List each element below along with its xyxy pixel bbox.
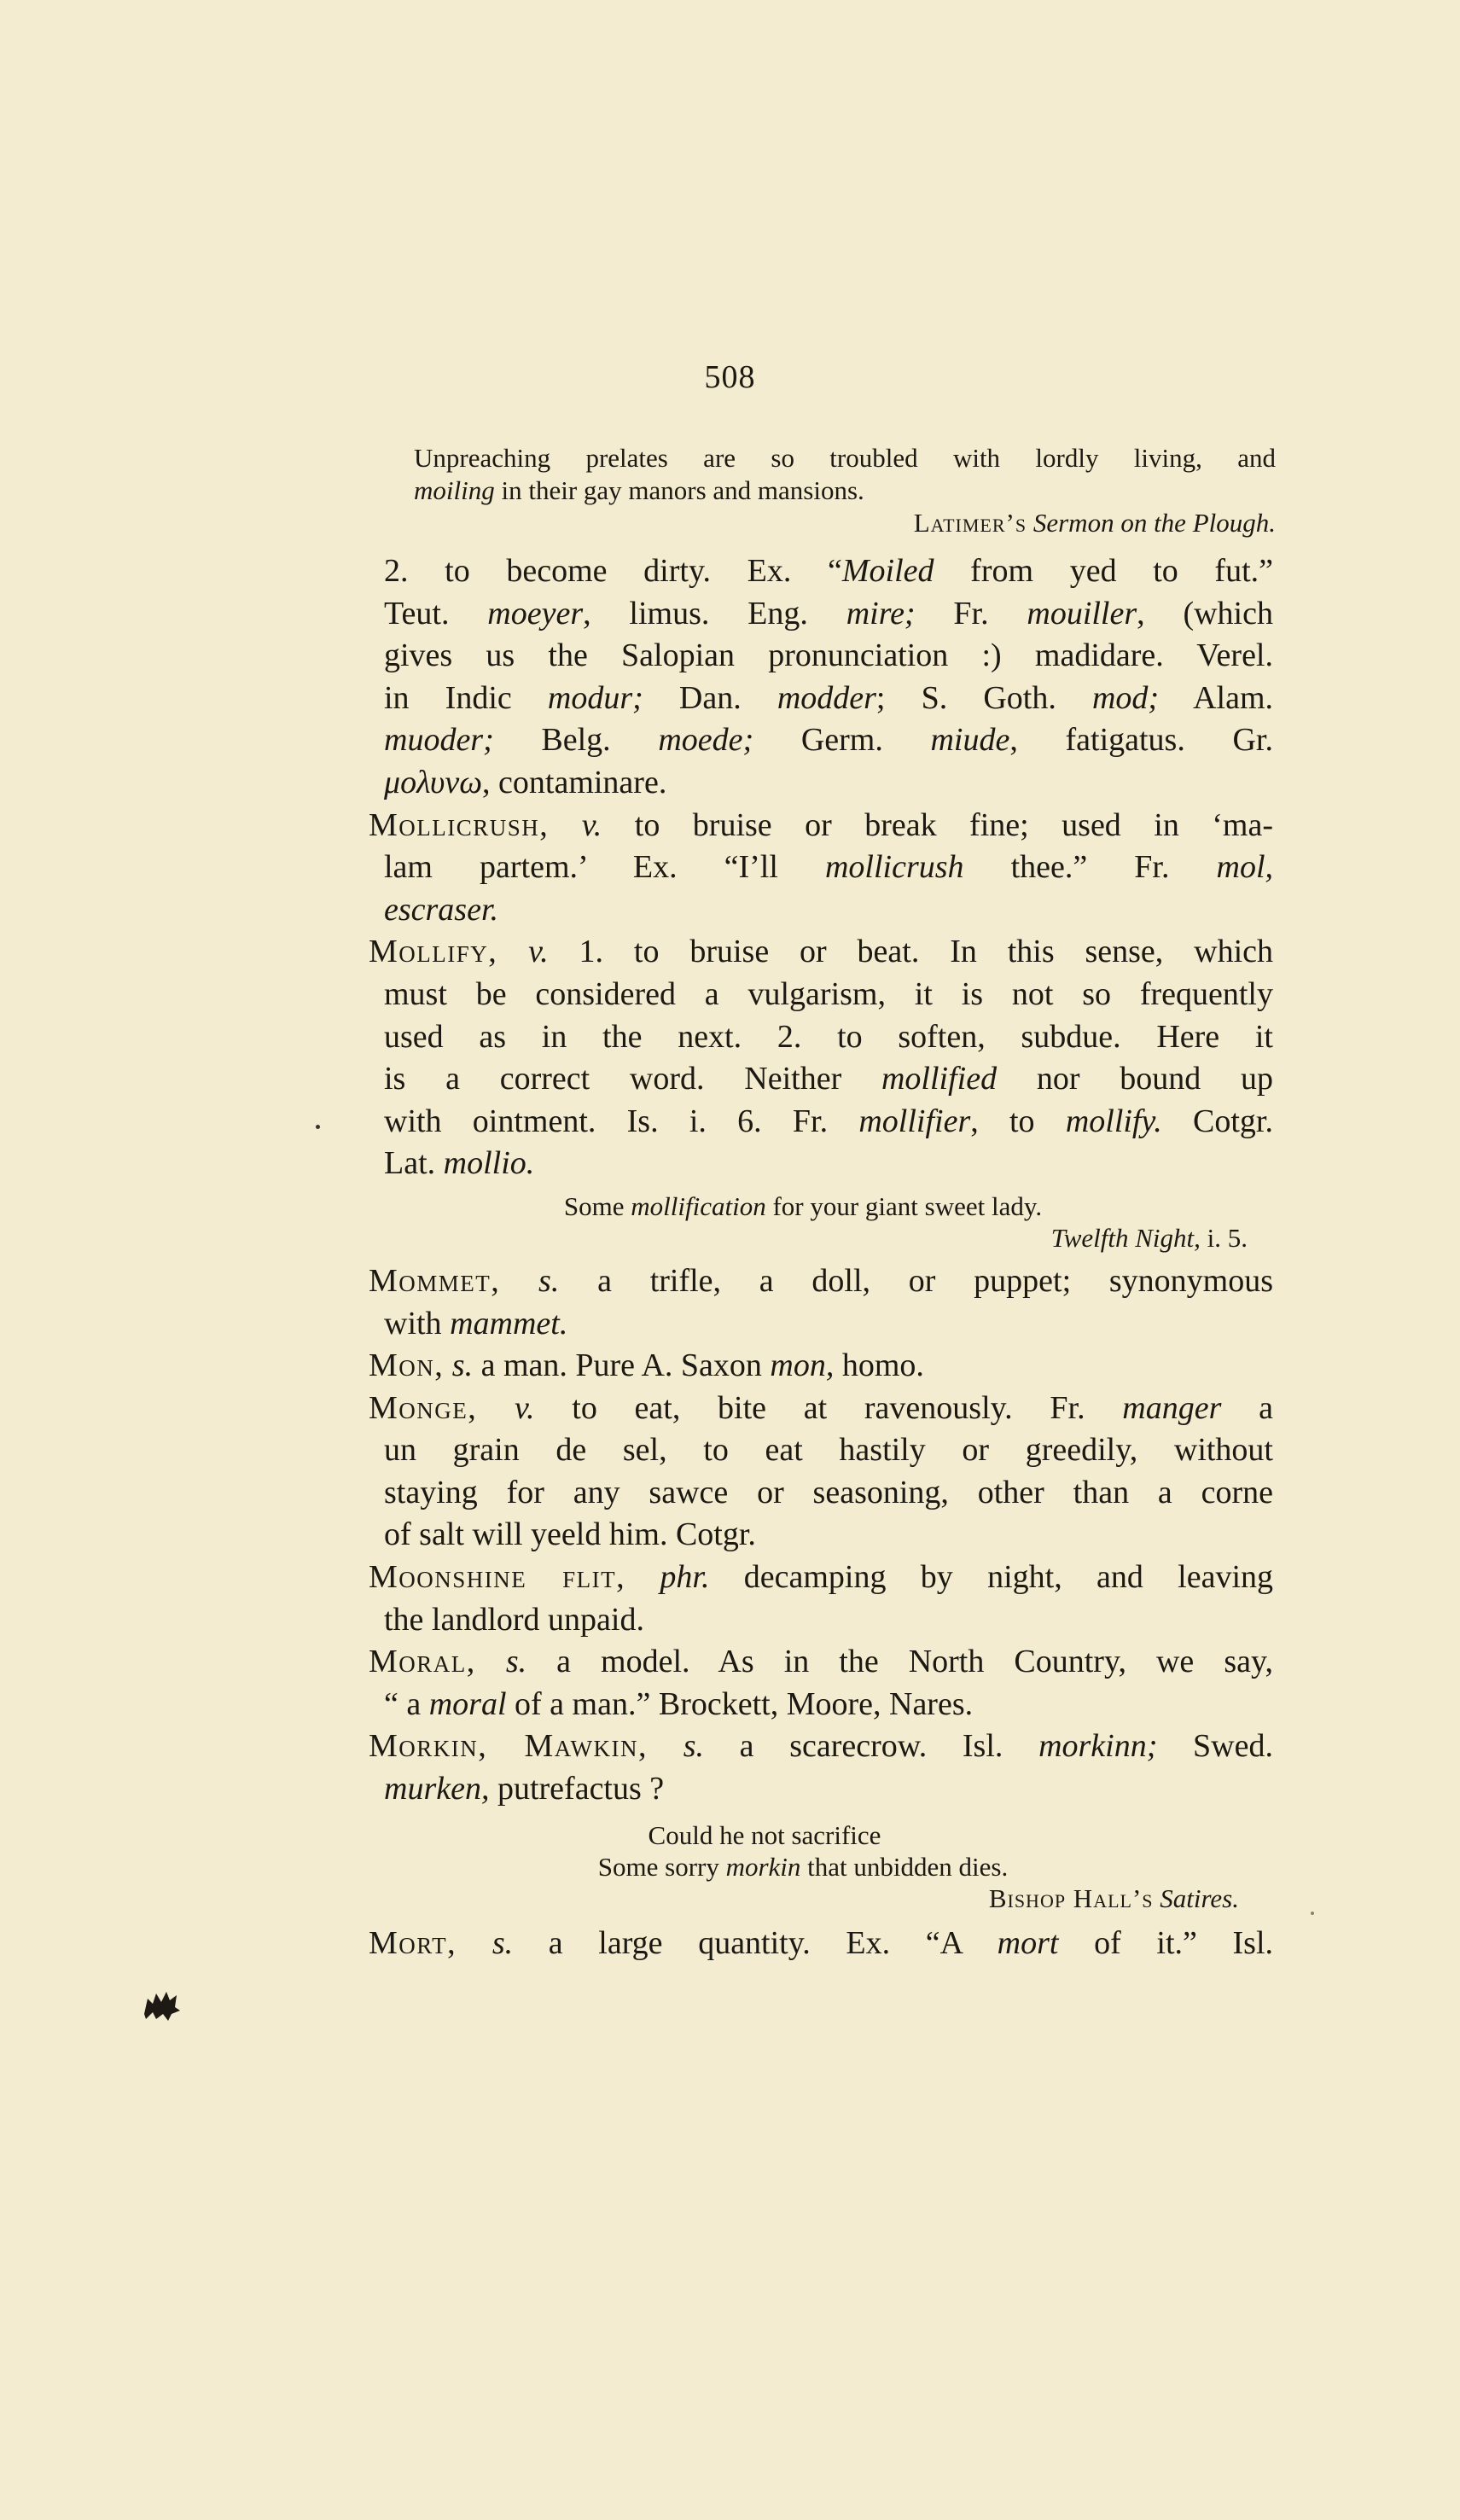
entry-mollicrush — [369, 805, 1273, 932]
entry-moil-continued — [384, 550, 1273, 805]
entry-line: Teut. moeyer, limus. Eng. mire; Fr. mouiller, (which — [384, 595, 1273, 631]
margin-dot — [316, 1125, 320, 1129]
entry-line: lam partem.’ Ex. “I’ll mollicrush thee.” Fr. mol, — [384, 849, 1273, 886]
entry-line: is a correct word. Neither mollified nor bound up — [384, 1061, 1274, 1097]
entry-line: Lat. mollio. — [384, 1145, 535, 1182]
quote-line: Some mollification for your giant sweet lady. — [563, 1190, 1043, 1221]
margin-dot — [1311, 1912, 1314, 1915]
entry-line: Mollify, v. 1. to bruise or beat. In this sense, which — [369, 934, 1273, 970]
quote-line: Some sorry morkin that unbidden dies. — [597, 1851, 1009, 1882]
entry-line: Mollicrush, v. to bruise or break fine; used in ‘ma- — [369, 806, 1274, 843]
headword: Moral, — [369, 1644, 476, 1680]
entry-line: gives us the Salopian pronunciation :) madidare. Verel. — [384, 637, 1273, 674]
part-of-speech: s. — [505, 1644, 527, 1680]
quote-line: Could he not sacrifice — [648, 1819, 881, 1850]
entry-line: muoder; Belg. moede; Germ. miude, fatigatus. Gr. — [384, 722, 1273, 759]
entry-moonshine-flit — [369, 1557, 1273, 1641]
headword: Mollicrush, — [369, 806, 550, 843]
entry-line: staying for any sawce or seasoning, other than a corne — [384, 1474, 1273, 1510]
entry-line: the landlord unpaid. — [384, 1601, 644, 1638]
entry-moral — [369, 1641, 1273, 1726]
entry-line: Mommet, s. a trifle, a doll, or puppet; synonymous — [369, 1262, 1274, 1299]
entry-line: Moonshine flit, phr. decamping by night, and leaving — [369, 1559, 1274, 1596]
quote-line: Unpreaching prelates are so troubled with lordly living, and — [414, 443, 1276, 473]
headword: Moonshine flit, — [369, 1559, 626, 1596]
entry-mollify — [369, 931, 1273, 1185]
quote-attribution — [414, 507, 1276, 539]
entry-line: un grain de sel, to eat hastily or greedily, without — [384, 1432, 1273, 1469]
headword: Monge, — [369, 1389, 478, 1426]
dictionary-entries — [369, 550, 1274, 1964]
headword: Morkin, Mawkin, — [369, 1728, 649, 1765]
quote-italic: moiling — [414, 475, 495, 505]
part-of-speech: s. — [492, 1924, 514, 1961]
attribution-author: Latimer’s — [913, 508, 1027, 538]
entry-line: Mort, s. a large quantity. Ex. “A mort of it.” Isl. — [369, 1924, 1274, 1961]
entry-line: μολυνω, contaminare. — [384, 764, 667, 800]
entry-line: must be considered a vulgarism, it is not so frequently — [384, 975, 1273, 1012]
part-of-speech: v. — [515, 1389, 535, 1426]
quote-text: in their gay manors and mansions. — [494, 475, 864, 505]
entry-morkin — [369, 1726, 1273, 1810]
entry-line: Monge, v. to eat, bite at ravenously. Fr. manger a — [369, 1389, 1273, 1426]
quotation-latimer — [414, 442, 1276, 539]
entry-monge — [369, 1388, 1273, 1557]
quote-attribution: Twelfth Night, i. 5. — [1050, 1222, 1248, 1253]
entry-mommet — [369, 1260, 1273, 1345]
entry-line: Morkin, Mawkin, s. a scarecrow. Isl. morkinn; Swed. — [369, 1728, 1273, 1765]
entry-mon — [369, 1345, 1273, 1388]
entry-line: “ a moral of a man.” Brockett, Moore, Nares. — [384, 1685, 974, 1722]
entry-mort — [369, 1923, 1273, 1965]
headword: Mon, — [369, 1347, 445, 1384]
entry-line: with mammet. — [384, 1305, 568, 1341]
entry-line: murken, putrefactus ? — [384, 1771, 665, 1807]
entry-line: escraser. — [384, 891, 499, 928]
attribution-work: Sermon on the Plough. — [1032, 508, 1276, 538]
headword: Mommet, — [369, 1262, 501, 1299]
quote-line — [414, 474, 1276, 507]
ink-blot-mark — [141, 1988, 182, 2022]
part-of-speech: s. — [451, 1347, 474, 1384]
entry-line: 2. to become dirty. Ex. “Moiled from yed to fut.” — [384, 553, 1274, 589]
headword: Mort, — [369, 1924, 457, 1961]
quotation-bishop-hall — [384, 1819, 1273, 1914]
part-of-speech: s. — [538, 1262, 560, 1299]
part-of-speech: s. — [683, 1728, 705, 1765]
page-number: 508 — [704, 359, 756, 395]
entry-line: with ointment. Is. i. 6. Fr. mollifier, to mollify. Cotgr. — [384, 1103, 1273, 1139]
part-of-speech: phr. — [660, 1559, 710, 1596]
entry-line: Moral, s. a model. As in the North Country, we say, — [369, 1644, 1274, 1680]
quotation-twelfth-night — [384, 1190, 1273, 1254]
part-of-speech: v. — [528, 934, 549, 970]
part-of-speech: v. — [581, 806, 602, 843]
quote-attribution: Bishop Hall’s Satires. — [988, 1883, 1239, 1913]
entry-line: used as in the next. 2. to soften, subdue. Here it — [384, 1018, 1273, 1055]
entry-line: of salt will yeeld him. Cotgr. — [384, 1516, 756, 1553]
entry-line: Mon, s. a man. Pure A. Saxon mon, homo. — [369, 1347, 924, 1384]
headword: Mollify, — [369, 934, 498, 970]
entry-line: in Indic modur; Dan. modder; S. Goth. mod; Alam. — [384, 679, 1274, 716]
